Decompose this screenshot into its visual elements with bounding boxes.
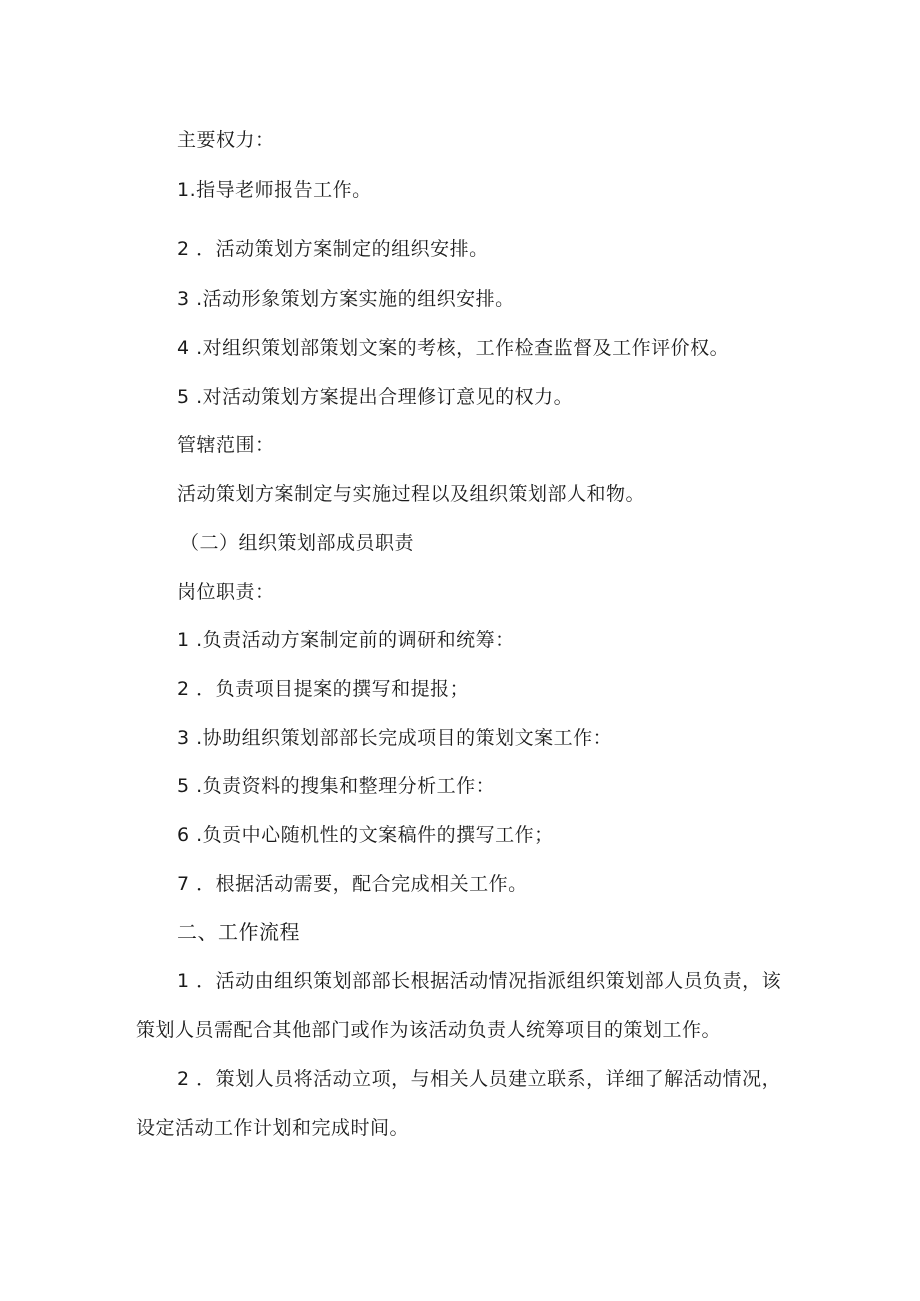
power-item-2: 2 ．活动策划方案制定的组织安排。	[177, 238, 489, 260]
duties-heading: 岗位职责：	[177, 581, 275, 603]
duty-item-6: 6 .负贡中心随机性的文案稿件的撰写工作；	[177, 824, 554, 846]
scope-heading: 管辖范围：	[177, 434, 275, 456]
duty-item-5: 5 .负责资料的搜集和整理分析工作：	[177, 775, 496, 797]
workflow-title: 二、工作流程	[177, 920, 300, 944]
section-two-title: （二）组织策划部成员职责	[180, 532, 415, 554]
workflow-para2-line1: 2 ．策划人员将活动立项，与相关人员建立联系，详细了解活动情况，	[177, 1068, 782, 1090]
workflow-para1-line2: 策划人员需配合其他部门或作为该活动负责人统筹项目的策划工作。	[136, 1019, 722, 1041]
duty-item-3: 3 .协助组织策划部部长完成项目的策划文案工作：	[177, 727, 613, 749]
duty-item-7: 7 ．根据活动需要，配合完成相关工作。	[177, 873, 528, 895]
power-item-1: 1.指导老师报告工作。	[177, 179, 372, 201]
workflow-para2-line2: 设定活动工作计划和完成时间。	[136, 1117, 410, 1139]
duty-item-2: 2 ．负责项目提案的撰写和提报；	[177, 678, 470, 700]
powers-heading: 主要权力：	[177, 129, 275, 151]
duty-item-1: 1 .负责活动方案制定前的调研和统筹：	[177, 629, 515, 651]
power-item-5: 5 .对活动策划方案提出合理修订意见的权力。	[177, 386, 574, 408]
workflow-para1-line1: 1 ．活动由组织策划部部长根据活动情况指派组织策划部人员负责，该	[177, 970, 782, 992]
power-item-4: 4 .对组织策划部策划文案的考核，工作检查监督及工作评价权。	[177, 337, 730, 359]
power-item-3: 3 .活动形象策划方案实施的组织安排。	[177, 288, 515, 310]
scope-text: 活动策划方案制定与实施过程以及组织策划部人和物。	[177, 483, 646, 505]
